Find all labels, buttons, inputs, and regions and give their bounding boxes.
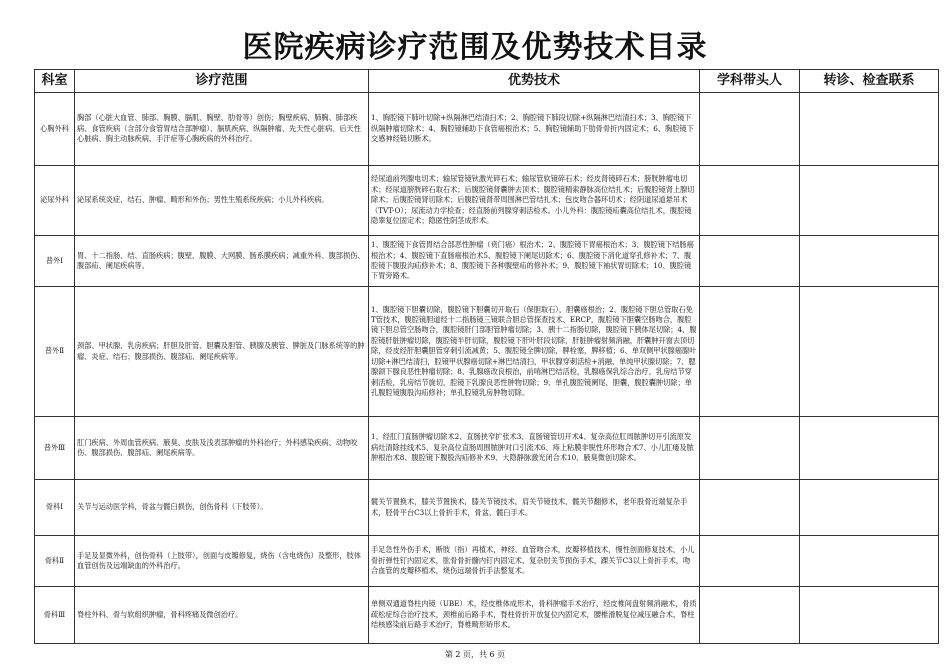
dept-cell: 骨科Ⅲ xyxy=(35,587,75,644)
referral-cell xyxy=(800,480,939,536)
table-row xyxy=(35,587,939,644)
scope-cell: 胸部（心脏大血管、肺部、胸膜、膈肌、胸壁、肋骨等）创伤；胸壁疾病、肺胸、肺部疾病、食管疾病（含部分食管胃结合部肿瘤）、膈肌疾病、纵隔肿瘤、先天性心脏病、后天性心脏病、胸主动脉疾病、手汗症等心胸疾病的外科治疗。 xyxy=(75,93,369,166)
table-row xyxy=(35,166,939,236)
leader-cell xyxy=(700,480,800,536)
dept-cell: 普外Ⅲ xyxy=(35,417,75,480)
scope-cell: 泌尿系统炎症、结石、肿瘤、畸形和外伤；男性生殖系统疾病；小儿外科疾病。 xyxy=(75,166,369,236)
scope-cell: 手足及显微外科，创伤骨科（上肢带），创面与皮瓣修复，烧伤（含电烧伤）及整形，肢体血管创伤及远端缺血的外科治疗。 xyxy=(75,536,369,587)
table-row xyxy=(35,93,939,166)
header-tech: 优势技术 xyxy=(369,70,700,93)
leader-cell xyxy=(700,536,800,587)
referral-cell xyxy=(800,536,939,587)
referral-cell xyxy=(800,587,939,644)
header-scope: 诊疗范围 xyxy=(75,70,369,93)
page-footer: 第 2 页，共 6 页 xyxy=(444,650,506,659)
leader-cell xyxy=(700,587,800,644)
dept-cell: 骨科Ⅰ xyxy=(35,480,75,536)
tech-cell: 1、经肛门直肠肿瘤切除术2、直肠狭窄扩张术3、直肠镜管切开术4、复杂高位肛周脓肿切开引流原发病灶清除挂线术5、复杂高位直肠周围脓肿对口引流术6、痔上粘膜非脱性环形吻合术7、小儿肛瘘及脓肿根治术8、腹腔镜下腹股沟疝修补术9、大隐静脉激光闭合术10、腋臭微创切除术。 xyxy=(369,417,700,480)
tech-cell: 经尿道前列腺电切术；输尿管镜钬激光碎石术；输尿管软镜碎石术；经皮肾镜碎石术；膀胱肿瘤电切术；经尿道膀胱碎石取石术；后腹腔镜肾囊肿去顶术；腹腔镜精索静脉高位结扎术；后腹腔镜肾上腺切除术；后腹腔镜肾切除术；后腹腔镜肾带周围淋巴管结扎术；包皮吻合器环切术；经阴道尿道悬吊术（TVT-O）；尿流动力学检查；经直肠前列腺穿刺活检术。小儿外科：腹腔镜疝囊高位结扎术，腹腔镜隐睾复位固定术；隐匿性阴茎成形术。 xyxy=(369,166,700,236)
scope-cell: 肛门疾病、外周血管疾病、腋臭、皮肤及浅表部肿瘤的外科治疗；外科感染疾病、动物咬伤、腹部损伤、腹部疝、阑尾疾病等。 xyxy=(75,417,369,480)
table-row xyxy=(35,287,939,417)
tech-cell: 髋关节置换术，膝关节置换术，膝关节镜技术，肩关节镜技术，髋关节翻修术，老年股骨近端复杂手术，胫骨平台C3以上骨折手术，骨盆、髋臼手术。 xyxy=(369,480,700,536)
dept-cell: 普外Ⅰ xyxy=(35,236,75,287)
table-row xyxy=(35,417,939,480)
header-referral: 转诊、检查联系 xyxy=(800,70,939,93)
table-row xyxy=(35,236,939,287)
page-title: 医院疾病诊疗范围及优势技术目录 xyxy=(242,30,708,65)
tech-cell: 单侧双通道脊柱内镜（UBE）术，经皮椎体成形术，骨科肿瘤手术治疗，经皮椎间盘射频消融术，骨质疏松症综合治疗技术，颈椎前后路手术，脊柱骨折开放复位内固定术，腰椎滑脱复位减压融合术，脊柱结核感染前后路手术治疗，脊椎畸形矫形术。 xyxy=(369,587,700,644)
leader-cell xyxy=(700,287,800,417)
tech-cell: 1、腹腔镜下食管胃结合部恶性肿瘤（贲门癌）根治术；2、腹腔镜下胃癌根治术；3、腹腔镜下结肠癌根治术；4、腹腔镜下直肠癌根治术5、腹腔镜下阑尾切除术；6、腹腔镜下消化道穿孔修补术；7、腹腔镜下腹股沟疝修补术；8、腹腔镜下各种腹壁疝的修补术；9、腹腔镜下袖状胃切除术；10、腹腔镜下胃旁路术。 xyxy=(369,236,700,287)
scope-cell: 脊柱外科、骨与软组织肿瘤，骨科疼痛及微创治疗。 xyxy=(75,587,369,644)
referral-cell xyxy=(800,417,939,480)
scope-cell: 颈部、甲状腺、乳房疾病；肝胆及肝管、胆囊及胆管、胰腺及胰管、脾脏及门脉系统等的肿瘤、炎症、结石；腹部损伤、腹部疝、阑尾疾病等。 xyxy=(75,287,369,417)
leader-cell xyxy=(700,236,800,287)
leader-cell xyxy=(700,93,800,166)
dept-cell: 普外Ⅱ xyxy=(35,287,75,417)
referral-cell xyxy=(800,236,939,287)
catalog-table xyxy=(34,69,939,644)
tech-cell: 1、腹腔镜下胆囊切除，腹腔镜下胆囊切开取石（保胆取石），胆囊癌根治；2、腹腔镜下胆总管取石免T管技术，腹腔镜胆道经十二指肠镜三镜联合胆总管探查技术、ERCP，腹腔镜下胆囊空肠吻合，腹腔镜下胆总管空肠吻合，腹腔镜肝门部胆管肿瘤切除；3、胰十二指肠切除，腹腔镜下胰体尾切除；4、腹腔镜肝脏肿瘤切除，腹腔镜半肝切除，腹腔镜下肝叶肝段切除，肝脏肿瘤射频消融，肝囊肿开窗去顶切除，经皮经肝胆囊胆管穿刺引流减黄；5、腹腔镜全脾切除，脾栓塞，脾移植；6、单双侧甲状腺癌腺叶切除+淋巴结清扫，腔镜甲状腺癌切除+淋巴结清扫，甲状腺穿刺活检+消融、单纯甲状腺切除；7、腮腺颌下腺良恶性肿瘤切除；8、乳腺癌改良根治，前哨淋巴结活检，乳腺癌保乳综合治疗，乳房结节穿刺活检，乳房结节旋切，腔镜下乳腺良恶性肿物切除；9、单孔腹腔镜阑尾，胆囊，腹腔囊肿切除；单孔腹腔镜腹股沟疝修补；单孔腔镜乳房肿物切除。 xyxy=(369,287,700,417)
referral-cell xyxy=(800,166,939,236)
tech-cell: 1、胸腔镜下肺叶切除+纵隔淋巴结清扫术；2、胸腔镜下肺段切除+纵隔淋巴结清扫术；3、胸腔镜下纵隔肿瘤切除术；4、胸腔镜辅助下食管癌根治术；5、胸腔镜辅助下肋骨骨折内固定术；6、胸腔镜下交感神经链切断术。 xyxy=(369,93,700,166)
header-dept: 科室 xyxy=(35,70,75,93)
leader-cell xyxy=(700,417,800,480)
leader-cell xyxy=(700,166,800,236)
referral-cell xyxy=(800,93,939,166)
scope-cell: 胃、十二指肠、结、直肠疾病；腹壁、腹膜、大网膜、肠系膜疾病；减重外科、腹部损伤、腹部疝、阑尾疾病等。 xyxy=(75,236,369,287)
table-row xyxy=(35,480,939,536)
dept-cell: 泌尿外科 xyxy=(35,166,75,236)
referral-cell xyxy=(800,287,939,417)
header-leader: 学科带头人 xyxy=(700,70,800,93)
scope-cell: 关节与运动医学科，骨盆与髋臼损伤，创伤骨科（下肢带）。 xyxy=(75,480,369,536)
dept-cell: 骨科Ⅱ xyxy=(35,536,75,587)
tech-cell: 手足急性外伤手术，断肢（指）再植术，神经、血管吻合术，皮瓣移植技术，慢性创面修复技术，小儿骨折弹性钉内固定术，肱骨骨折髓内钉内固定术，复杂肘关节损伤手术，踝关节C3以上骨折手术，吻合血管的皮瓣移植术，烧伤远端骨折手法整复术。 xyxy=(369,536,700,587)
table-row xyxy=(35,536,939,587)
header-row xyxy=(35,70,939,93)
dept-cell: 心胸外科 xyxy=(35,93,75,166)
